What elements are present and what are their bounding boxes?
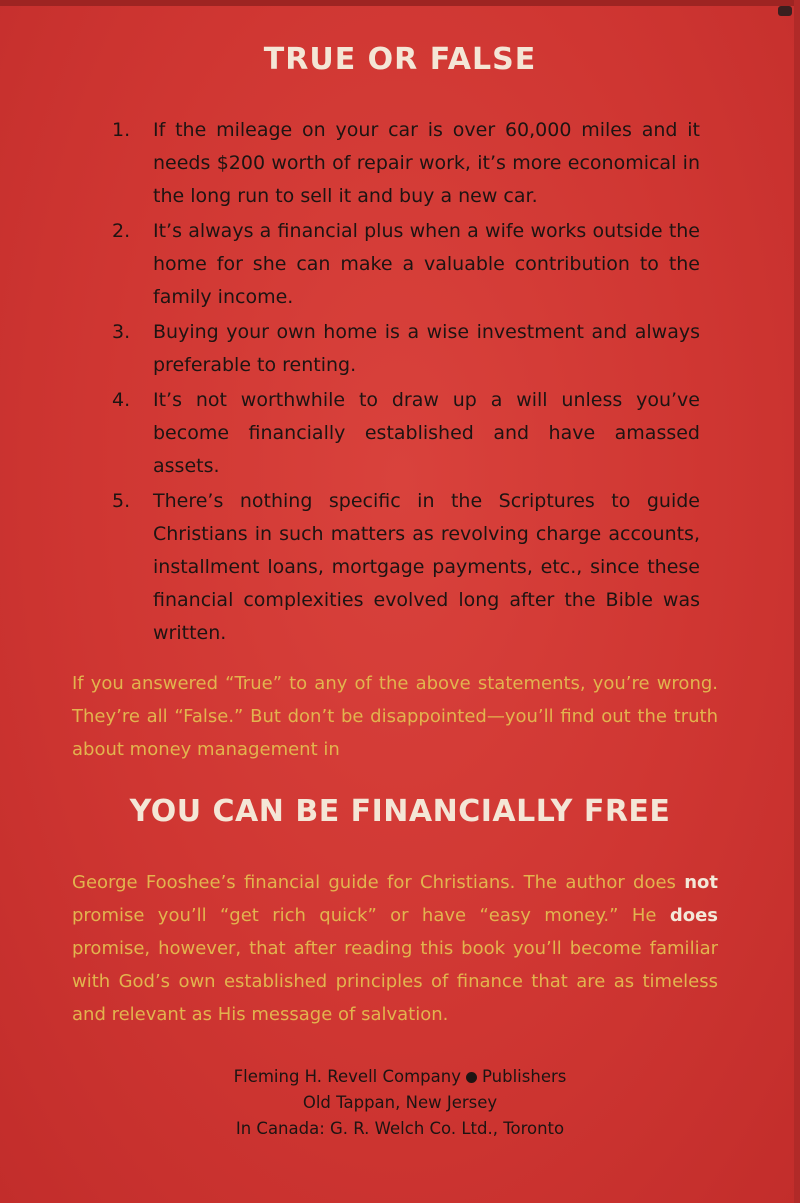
- publisher-canada: In Canada: G. R. Welch Co. Ltd., Toronto: [235, 1119, 565, 1138]
- cover-top-edge: [0, 0, 800, 6]
- answer-paragraph: If you answered “True” to any of the above statements, you’re wrong. They’re all “False.” But don’t be disappointed—you’ll find out the truth about money management in: [72, 673, 718, 760]
- publisher-block: [0, 1064, 800, 1142]
- question-item: [112, 384, 700, 483]
- quiz-title: TRUE OR FALSE: [263, 42, 537, 77]
- publisher-city: Old Tappan, New Jersey: [302, 1093, 498, 1112]
- question-text: If the mileage on your car is over 60,000 miles and it needs $200 worth of repair work, it’s more economical in the long run to sell it and buy a new car.: [153, 119, 700, 207]
- publisher-line: [0, 1064, 800, 1090]
- emphasis-not: not: [684, 872, 718, 893]
- corner-wear-mark: [778, 6, 792, 16]
- question-text: It’s not worthwhile to draw up a will unless you’ve become financially established and have amassed assets.: [153, 389, 700, 477]
- question-list: [112, 114, 700, 652]
- bullet-icon: [466, 1072, 477, 1083]
- question-text: Buying your own home is a wise investment and always preferable to renting.: [153, 321, 700, 376]
- cover-right-edge: [794, 0, 800, 1203]
- description-text: promise you’ll “get rich quick” or have “easy money.” He: [72, 905, 670, 926]
- book-title: YOU CAN BE FINANCIALLY FREE: [129, 794, 671, 829]
- question-number: 2.: [112, 220, 131, 242]
- question-number: 5.: [112, 490, 131, 512]
- description-text: George Fooshee’s financial guide for Christians. The author does: [72, 872, 685, 893]
- question-number: 1.: [112, 119, 131, 141]
- question-item: [112, 485, 700, 650]
- description-text: promise, however, that after reading this book you’ll become familiar with God’s own established principles of finance that are as timeless and relevant as His message of salvation.: [72, 938, 718, 1025]
- question-text: It’s always a financial plus when a wife works outside the home for she can make a valuable contribution to the family income.: [153, 220, 700, 308]
- question-number: 3.: [112, 321, 131, 343]
- publisher-role: Publishers: [482, 1067, 567, 1086]
- question-number: 4.: [112, 389, 131, 411]
- question-item: [112, 316, 700, 382]
- emphasis-does: does: [669, 905, 718, 926]
- question-item: [112, 114, 700, 213]
- question-text: There’s nothing specific in the Scriptures to guide Christians in such matters as revolving charge accounts, installment loans, mortgage payments, etc., since these financial complexities evolved long after the Bible was written.: [153, 490, 700, 644]
- publisher-name: Fleming H. Revell Company: [233, 1067, 461, 1086]
- question-item: [112, 215, 700, 314]
- description-paragraph: [72, 866, 718, 1031]
